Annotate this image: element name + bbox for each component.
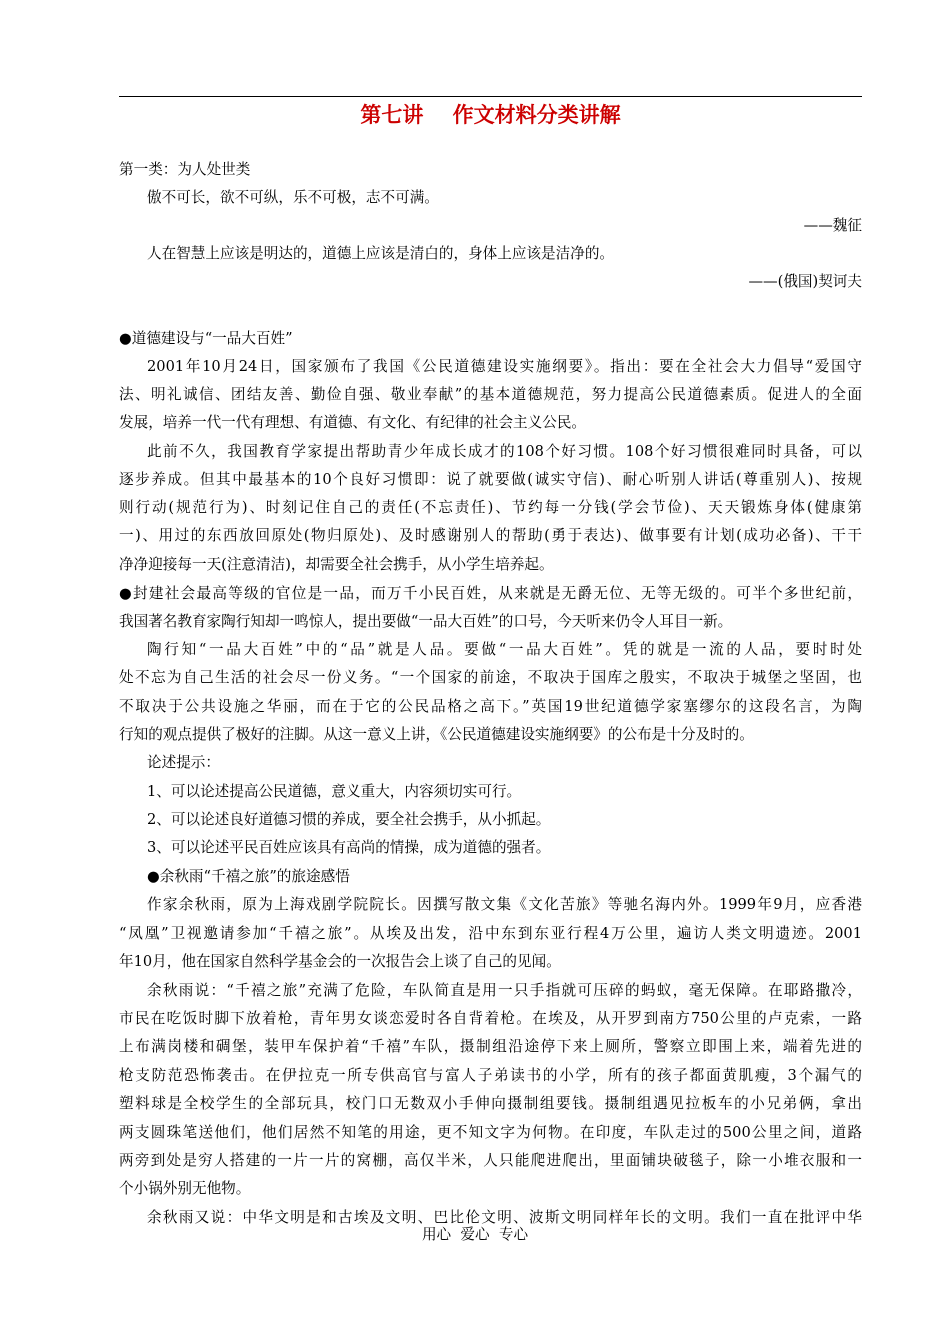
quote-author-chekhov: ——(俄国)契诃夫 <box>748 273 862 290</box>
paragraph-line: 余秋雨说：“千禧之旅”充满了危险，车队简直是用一只手指就可压碎的蚂蚁，毫无保障。在耶路撒冷， <box>147 982 862 999</box>
paragraph-line: 行知的观点提供了极好的注脚。从这一意义上讲，《公民道德建设实施纲要》的公布是十分及时的。 <box>119 726 754 743</box>
paragraph-line: 发展，培养一代一代有理想、有道德、有文化、有纪律的社会主义公民。 <box>119 414 587 431</box>
paragraph-line: 处不忘为自己生活的社会尽一份义务。“一个国家的前途，不取决于国库之殷实，不取决于城堡之坚固，也 <box>119 669 862 686</box>
paragraph-line: “凤凰”卫视邀请参加“千禧之旅”。从埃及出发，沿中东到东亚行程4万公里，遍访人类文明遗迹。2001 <box>119 925 862 942</box>
paragraph-line: 陶行知“一品大百姓”中的“品”就是人品。要做“一品大百姓”。凭的就是一流的人品，要时时处 <box>147 641 862 658</box>
paragraph-line: 净净迎接每一天(注意清洁)，却需要全社会携手，从小学生培养起。 <box>119 556 554 573</box>
paragraph-line: 余秋雨又说：中华文明是和古埃及文明、巴比伦文明、波斯文明同样年长的文明。我们一直在批评中华 <box>147 1209 862 1226</box>
page-title: 第七讲 作文材料分类讲解 <box>360 103 621 127</box>
quote-weizheng: 傲不可长，欲不可纵，乐不可极，志不可满。 <box>147 189 439 206</box>
paragraph-line: 一)、用过的东西放回原处(物归原处)、及时感谢别人的帮助(勇于表达)、做事要有计划(成功必备)、干干 <box>119 527 862 544</box>
page-footer: 用心 爱心 专心 <box>421 1226 529 1243</box>
paragraph-line: 个小锅外别无他物。 <box>119 1180 251 1197</box>
paragraph-line: 上布满岗楼和碉堡，装甲车保护着“千禧”车队，摄制组沿途停下来上厕所，警察立即围上来，端着先进的 <box>119 1038 862 1055</box>
paragraph-line: 则行动(规范行为)、时刻记住自己的责任(不忘责任)、节约每一分钱(学会节俭)、天天锻炼身体(健康第 <box>119 499 862 516</box>
header-rule <box>119 96 862 97</box>
paragraph-line: 2001年10月24日，国家颁布了我国《公民道德建设实施纲要》。指出：要在全社会大力倡导“爱国守 <box>147 358 862 375</box>
paragraph-line: 枪支防范恐怖袭击。在伊拉克一所专供高官与富人子弟读书的小学，所有的孩子都面黄肌瘦，3个漏气的 <box>119 1067 862 1084</box>
paragraph-line: 两旁到处是穷人搭建的一片一片的窝棚，高仅半米，人只能爬进爬出，里面铺块破毯子，除一小堆衣服和一 <box>119 1152 862 1169</box>
hint-item: 1、可以论述提高公民道德，意义重大，内容须切实可行。 <box>147 783 522 800</box>
section-heading-morality: ●道德建设与“一品大百姓” <box>119 330 293 347</box>
paragraph-line: 两支圆珠笔送他们，他们居然不知笔的用途，更不知文字为何物。在印度，车队走过的500公里之间，道路 <box>119 1124 862 1141</box>
quote-chekhov: 人在智慧上应该是明达的，道德上应该是清白的，身体上应该是洁净的。 <box>147 245 615 262</box>
quote-author-weizheng: ——魏征 <box>803 217 862 234</box>
paragraph-line: 法、明礼诚信、团结友善、勤俭自强、敬业奉献”的基本道德规范，努力提高公民道德素质。促进人的全面 <box>119 386 862 403</box>
hint-item: 2、可以论述良好道德习惯的养成，要全社会携手，从小抓起。 <box>147 811 551 828</box>
paragraph-line: 年10月，他在国家自然科学基金会的一次报告会上谈了自己的见闻。 <box>119 953 561 970</box>
paragraph-line: ●封建社会最高等级的官位是一品，而万千小民百姓，从来就是无爵无位、无等无级的。可半个多世纪前， <box>119 585 862 602</box>
paragraph-line: 作家余秋雨，原为上海戏剧学院院长。因撰写散文集《文化苦旅》等驰名海内外。1999年9月，应香港 <box>147 896 862 913</box>
paragraph-line: 逐步养成。但其中最基本的10个良好习惯即：说了就要做(诚实守信)、耐心听别人讲话(尊重别人)、按规 <box>119 471 862 488</box>
paragraph-line: 市民在吃饭时脚下放着枪，青年男女谈恋爱时各自背着枪。在埃及，从开罗到南方750公里的卢克索，一路 <box>119 1010 862 1027</box>
category-heading: 第一类：为人处世类 <box>119 161 251 178</box>
paragraph-line: 此前不久，我国教育学家提出帮助青少年成长成才的108个好习惯。108个好习惯很难同时具备，可以 <box>147 443 862 460</box>
paragraph-line: 不取决于公共设施之华丽，而在于它的公民品格之高下。”英国19世纪道德学家塞缪尔的这段名言，为陶 <box>119 698 862 715</box>
section-heading-yu-qiuyu: ●余秋雨“千禧之旅”的旅途感悟 <box>147 868 350 885</box>
paragraph-line: 我国著名教育家陶行知却一鸣惊人，提出要做“一品大百姓”的口号，今天听来仍令人耳目一新。 <box>119 613 733 630</box>
paragraph-line: 塑料球是全校学生的全部玩具，校门口无数双小手伸向摄制组要钱。摄制组遇见拉板车的小兄弟俩，拿出 <box>119 1095 862 1112</box>
hint-heading: 论述提示： <box>147 754 220 771</box>
hint-item: 3、可以论述平民百姓应该具有高尚的情操，成为道德的强者。 <box>147 839 551 856</box>
